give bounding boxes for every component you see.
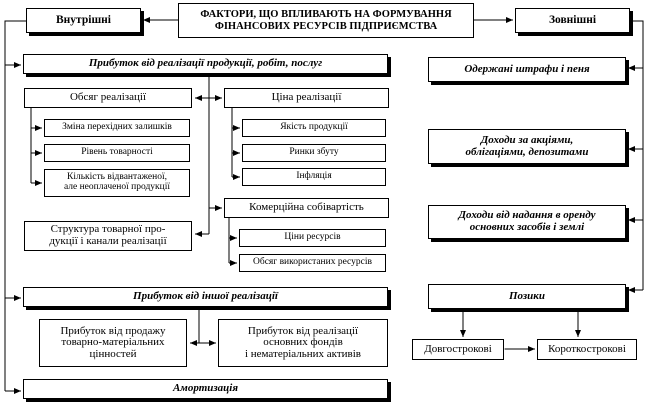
product-structure-line-2: дукції і канали реалізації: [49, 235, 167, 247]
sales-price-item: Інфляція: [242, 168, 386, 186]
external-heading: Зовнішні: [515, 8, 630, 33]
assets-profit-line-3: і нематеріальних активів: [244, 347, 362, 360]
sales-price-item: Ринки збуту: [242, 144, 386, 162]
product-structure-box: [24, 221, 192, 251]
rent-income-line-1: Доходи від надання в оренду: [458, 209, 596, 222]
shipped-unpaid-line-1: Кількість відвантаженої,: [67, 172, 167, 183]
other-profit-box: Прибуток від іншої реалізації: [23, 287, 388, 307]
rent-income-line-2: основних засобів і землі: [469, 221, 585, 233]
depreciation-box: Амортизація: [23, 379, 388, 399]
sales-volume-item: Зміна перехідних залишків: [44, 119, 190, 137]
short-term-loans-box: Короткострокові: [537, 339, 637, 360]
internal-heading: Внутрішні: [26, 8, 141, 33]
shipped-unpaid-box: [44, 169, 190, 197]
commercial-cost-item: Обсяг використаних ресурсів: [239, 254, 386, 272]
sales-volume-box: Обсяг реалізації: [24, 88, 192, 108]
securities-income-box: [428, 129, 626, 164]
fines-box: Одержані штрафи і пеня: [428, 57, 626, 82]
diagram-title-line-1: ФАКТОРИ, ЩО ВПЛИВАЮТЬ НА ФОРМУВАННЯ: [200, 9, 452, 21]
securities-income-line-1: Доходи за акціями,: [480, 133, 574, 146]
assets-profit-line-2: основних фондів: [263, 336, 343, 349]
product-structure-line-1: Структура товарної про-: [50, 223, 166, 236]
shipped-unpaid-line-2: але неоплаченої продукції: [63, 182, 171, 192]
diagram-title-line-2: ФІНАНСОВИХ РЕСУРСІВ ПІДПРИЄМСТВА: [214, 20, 438, 32]
inventory-profit-line-1: Прибуток від продажу: [60, 324, 166, 337]
commercial-cost-item: Ціни ресурсів: [239, 229, 386, 247]
long-term-loans-box: Довгострокові: [412, 339, 504, 360]
rent-income-box: [428, 205, 626, 239]
sales-price-box: Ціна реалізації: [224, 88, 389, 108]
sales-price-item: Якість продукції: [242, 119, 386, 137]
inventory-profit-line-3: цінностей: [89, 347, 137, 360]
assets-profit-box: [218, 319, 388, 367]
assets-profit-line-1: Прибуток від реалізації: [247, 324, 359, 337]
sales-volume-item: Рівень товарності: [44, 144, 190, 162]
sales-profit-box: Прибуток від реалізації продукції, робіт, послуг: [23, 54, 388, 74]
inventory-profit-line-2: товарно-матеріальних: [61, 336, 165, 349]
commercial-cost-box: Комерційна собівартість: [224, 198, 389, 218]
securities-income-line-2: облігаціями, депозитами: [465, 145, 589, 158]
inventory-profit-box: [39, 319, 187, 367]
diagram-title: [178, 3, 474, 38]
loans-box: Позики: [428, 284, 626, 309]
